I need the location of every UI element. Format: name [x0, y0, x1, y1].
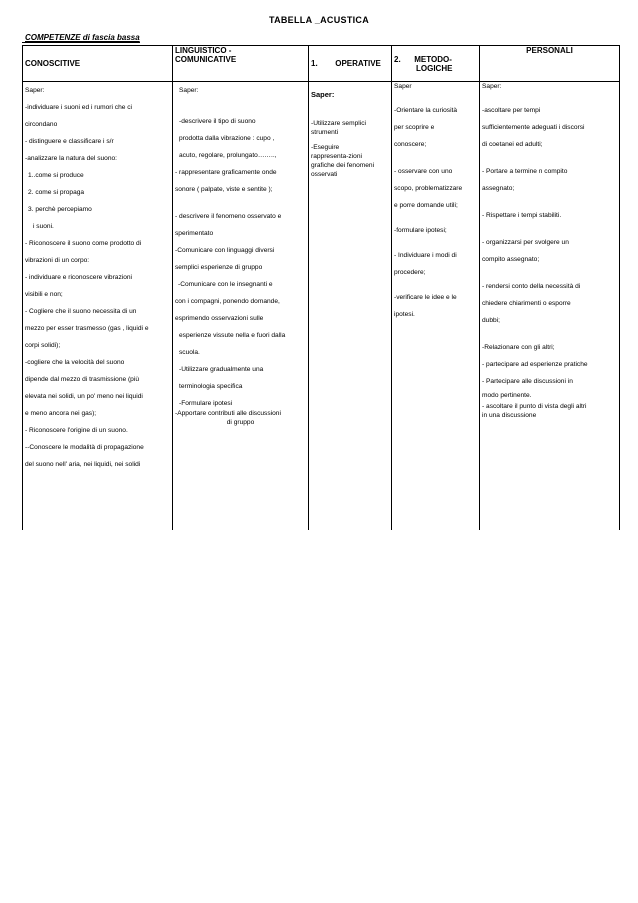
list-item: prodotta dalla vibrazione : cupo , — [179, 135, 275, 142]
list-item: assegnato; — [482, 185, 515, 192]
list-item: -analizzare la natura del suono: — [25, 155, 118, 162]
column-metodologiche — [392, 82, 480, 523]
list-item: - Individuare i modi di — [394, 252, 457, 259]
header-operative — [309, 46, 392, 82]
list-item: - Rispettare i tempi stabiliti. — [482, 212, 562, 219]
list-item: dipende dal mezzo di trasmissione (più — [25, 376, 139, 383]
list-item: -cogliere che la velocità del suono — [25, 359, 125, 366]
header-metodologiche — [392, 46, 480, 82]
list-item: -Utilizzare semplici — [311, 120, 366, 127]
list-item: esprimendo osservazioni sulle — [175, 315, 264, 322]
column-conoscitive — [23, 82, 173, 523]
list-item: - Cogliere che il suono necessita di un — [25, 308, 137, 315]
list-item: -Comunicare con le insegnanti e — [178, 281, 273, 288]
list-item: - partecipare ad esperienze pratiche — [482, 361, 588, 368]
list-item: circondano — [25, 121, 58, 128]
document-title: TABELLA _ACUSTICA — [268, 15, 370, 25]
header-linguistico-line1: LINGUISTICO - — [175, 46, 232, 55]
list-item: - organizzarsi per svolgere un — [482, 239, 569, 246]
list-item: --Conoscere le modalità di propagazione — [25, 444, 144, 451]
list-item: scopo, problematizzare — [394, 185, 463, 192]
header-metodologiche-line1: METODO- — [414, 54, 452, 64]
list-item: per scoprire e — [394, 124, 435, 131]
header-linguistico — [173, 46, 309, 82]
list-item: compito assegnato; — [482, 256, 540, 263]
list-item: e porre domande utili; — [394, 202, 458, 209]
list-item: 1..come si produce — [28, 172, 84, 179]
list-item: -individuare i suoni ed i rumori che ci — [25, 104, 133, 111]
list-item: -Orientare la curiosità — [394, 107, 458, 114]
header-conoscitive-label: CONOSCITIVE — [25, 59, 81, 68]
list-item: - osservare con uno — [394, 168, 453, 175]
list-item: -verificare le idee e le — [394, 294, 457, 301]
list-item: terminologia specifica — [179, 383, 243, 390]
list-item: modo pertinente. — [482, 392, 532, 399]
list-item: sonore ( palpate, viste e sentite ); — [175, 186, 273, 193]
list-item: Saper: — [179, 87, 199, 94]
list-item: - individuare e riconoscere vibrazioni — [25, 274, 133, 281]
list-item: -ascoltare per tempi — [482, 107, 541, 114]
column-linguistico — [173, 82, 309, 523]
header-operative-label: OPERATIVE — [335, 59, 381, 68]
table-bottom-row — [23, 522, 620, 530]
list-item: ipotesi. — [394, 311, 415, 318]
list-item: corpi solidi); — [25, 342, 61, 349]
list-item: esperienze vissute nella e fuori dalla — [179, 332, 286, 339]
competence-table — [22, 45, 620, 530]
list-item: e meno ancora nei gas); — [25, 410, 97, 417]
list-item: -Utilizzare gradualmente una — [179, 366, 264, 373]
header-row — [23, 46, 620, 82]
list-item: osservati — [311, 171, 338, 178]
list-item: strumenti — [311, 129, 339, 136]
list-item: i suoni. — [33, 223, 54, 230]
list-item: - rendersi conto della necessità di — [482, 283, 581, 290]
list-item: grafiche dei fenomeni — [311, 162, 375, 169]
list-item: - Portare a termine n compito — [482, 168, 568, 175]
list-item: Saper: — [482, 83, 502, 90]
list-item: vibrazioni di un corpo: — [25, 257, 90, 264]
header-personali — [480, 46, 620, 82]
list-item: del suono nell' aria, nei liquidi, nei solidi — [25, 461, 141, 468]
list-item: dubbi; — [482, 317, 500, 324]
list-item: -Relazionare con gli altri; — [482, 344, 555, 351]
list-item: sufficientemente adeguati i discorsi — [482, 124, 585, 131]
list-item: acuto, regolare, prolungato…….., — [179, 152, 277, 159]
list-item: elevata nei solidi, un po' meno nei liquidi — [25, 393, 143, 400]
list-item: chiedere chiarimenti o esporre — [482, 300, 571, 307]
list-item: - Partecipare alle discussioni in — [482, 378, 573, 385]
list-item: di gruppo — [226, 419, 255, 426]
list-item: -Comunicare con linguaggi diversi — [175, 247, 275, 254]
list-item: 2. come si propaga — [28, 189, 85, 196]
list-item: - descrivere il fenomeno osservato e — [175, 213, 282, 220]
list-item: Saper — [394, 83, 412, 90]
list-item: - ascoltare il punto di vista degli altri — [482, 403, 587, 410]
column-personali — [480, 82, 620, 523]
list-item: -Apportare contributi alle discussioni — [175, 410, 281, 417]
header-metodologiche-number: 2. — [394, 54, 401, 64]
header-metodologiche-line2: LOGICHE — [416, 63, 453, 73]
list-item: -formulare ipotesi; — [394, 227, 447, 234]
header-personali-label: PERSONALI — [526, 46, 573, 55]
list-item: mezzo per esser trasmesso (gas , liquidi e — [25, 325, 149, 332]
list-item: visibili e non; — [25, 291, 63, 298]
list-item: di coetanei ed adulti; — [482, 141, 543, 148]
list-item: - Riconoscere l'origine di un suono. — [25, 427, 128, 434]
list-item: 3. perchè percepiamo — [28, 206, 92, 213]
list-item: -descrivere il tipo di suono — [179, 118, 256, 125]
list-item: Saper: — [25, 87, 45, 94]
list-item: - Riconoscere il suono come prodotto di — [25, 240, 142, 247]
list-item: rappresenta-zioni — [311, 153, 362, 160]
document-subtitle: COMPETENZE di fascia bassa — [25, 33, 140, 42]
list-item: -Formulare ipotesi — [179, 400, 233, 407]
list-item: sperimentato — [175, 230, 214, 237]
list-item: - distinguere e classificare i s/r — [25, 138, 114, 145]
header-linguistico-line2: COMUNICATIVE — [175, 55, 237, 64]
content-row — [23, 82, 620, 523]
list-item: procedere; — [394, 269, 426, 276]
list-item: semplici esperienze di gruppo — [175, 264, 263, 271]
list-item: -Eseguire — [311, 144, 340, 151]
subtitle-underline — [22, 42, 140, 43]
list-item: - rappresentare graficamente onde — [175, 169, 277, 176]
header-operative-number: 1. — [311, 59, 318, 68]
column-operative — [309, 82, 392, 523]
list-item: scuola. — [179, 349, 200, 356]
list-item: Saper: — [311, 90, 335, 99]
list-item: con i compagni, ponendo domande, — [175, 298, 280, 305]
list-item: conoscere; — [394, 141, 427, 148]
header-conoscitive — [23, 46, 173, 82]
list-item: in una discussione — [482, 412, 537, 419]
